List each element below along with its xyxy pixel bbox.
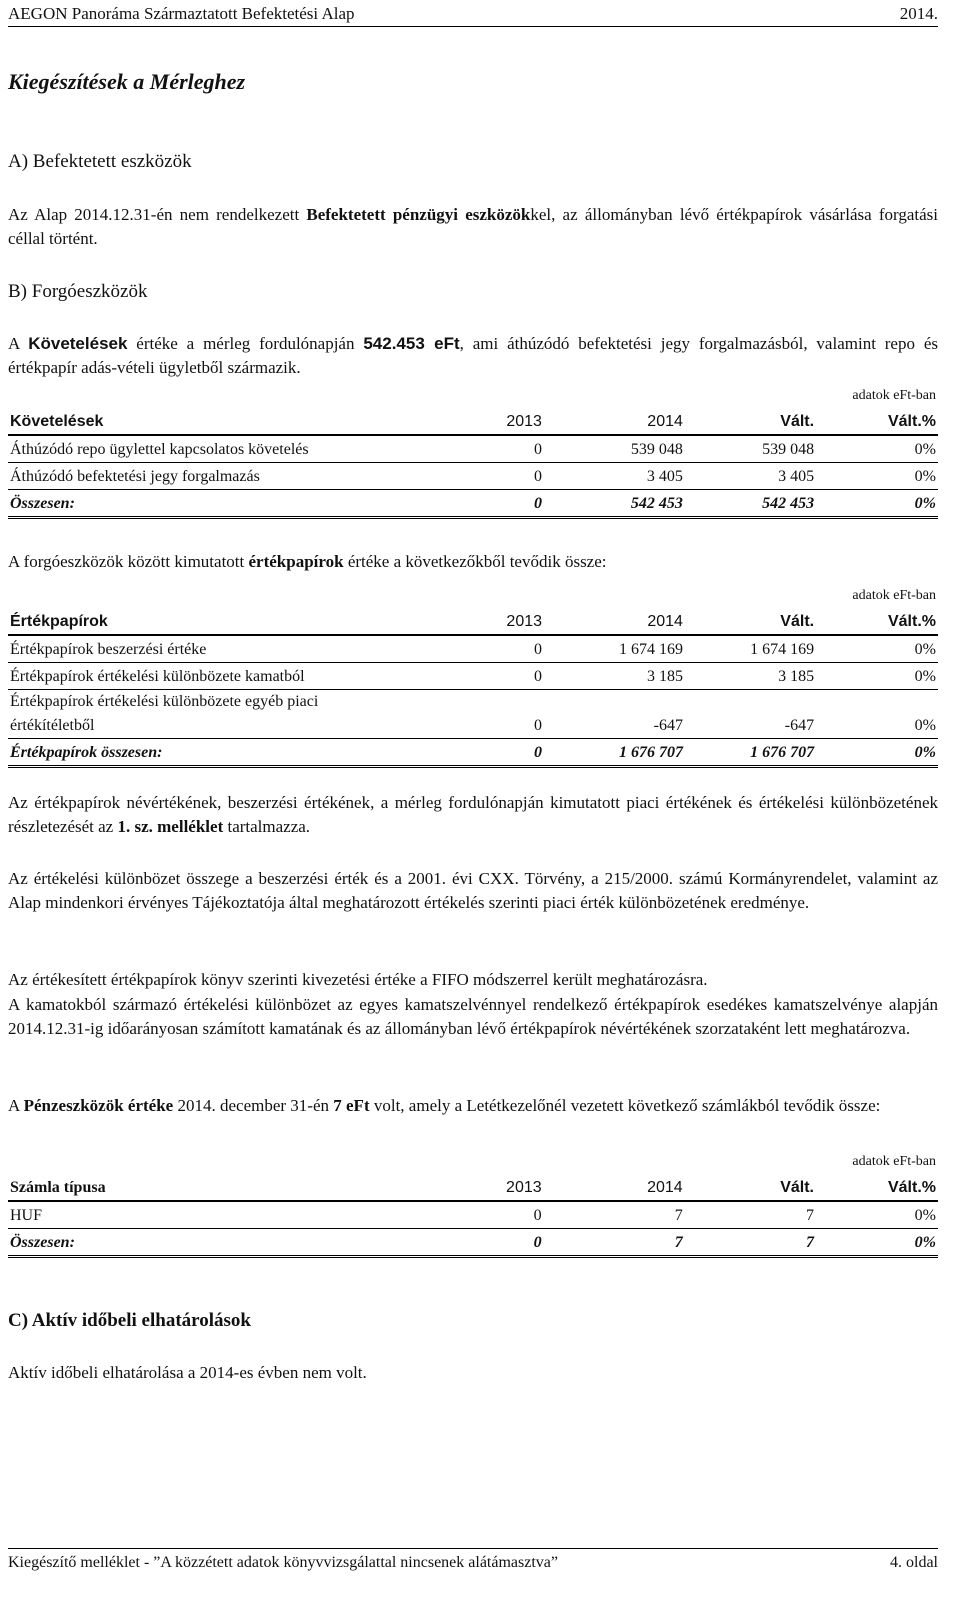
securities-intro-paragraph: A forgóeszközök között kimutatott értékpapírok értéke a következőkből tevődik össze: [8, 552, 607, 571]
interest-paragraph: A kamatokból származó értékelési különbözet az egyes kamatszelvénnyel rendelkező értékpapírok esedékes kamatszelvénye alapján 2014.12.31-ig időarányosan számított kamatának és az állományban lévő értékpapírok névértékének szorzataként lett meghatározva. [8, 995, 938, 1038]
section-b-heading: B) Forgóeszközök [8, 281, 148, 302]
page-title: Kiegészítések a Mérleghez [8, 69, 246, 94]
accounts-table [8, 1150, 938, 1258]
section-b-paragraph: A Követelések értéke a mérleg fordulónapján 542.453 eFt, ami áthúzódó befektetési jegy forgalmazásból, valamint repo és értékpapír adás-vételi ügyletből származik. [8, 334, 938, 377]
securities-table [8, 584, 938, 768]
header-year: 2014. [899, 4, 938, 23]
table-total-row: Értékpapírok összesen: 0 1 676 707 1 676 707 0% [8, 739, 938, 767]
table-unit-note: adatok eFt-ban [852, 388, 936, 403]
nominal-value-paragraph: Az értékpapírok névértékének, beszerzési értékének, a mérleg fordulónapján kimutatott piaci értékének és értékelési különbözetének részletezését az 1. sz. melléklet tartalmazza. [8, 793, 938, 836]
table-row: HUF 0 7 7 0% [8, 1201, 938, 1229]
table-total-row: Összesen: 0 542 453 542 453 0% [8, 490, 938, 518]
table-row: Értékpapírok értékelési különbözete egyéb piaci értékítéletből 0 -647 -647 0% [8, 690, 938, 739]
section-a-heading: A) Befektetett eszközök [8, 151, 192, 172]
table-row: Értékpapírok értékelési különbözete kamatból 0 3 185 3 185 0% [8, 663, 938, 690]
receivables-table [8, 384, 938, 519]
fifo-paragraph: Az értékesített értékpapírok könyv szerinti kivezetési értéke a FIFO módszerrel került meghatározásra. [8, 970, 708, 989]
footer-note: Kiegészítő melléklet - ”A közzétett adatok könyvvizsgálattal nincsenek alátámasztva” [8, 1554, 558, 1571]
section-a-paragraph: Az Alap 2014.12.31-én nem rendelkezett Befektetett pénzügyi eszközökkel, az állományban lévő értékpapírok vásárlása forgatási céllal történt. [8, 205, 938, 248]
table-unit-note: adatok eFt-ban [852, 1154, 936, 1169]
table-header-row: Értékpapírok 2013 2014 Vált. Vált.% [8, 608, 938, 635]
table-total-row: Összesen: 0 7 7 0% [8, 1229, 938, 1257]
table-header-row: Számla típusa 2013 2014 Vált. Vált.% [8, 1174, 938, 1201]
header-fund-name: AEGON Panoráma Származtatott Befektetési Alap [8, 4, 355, 23]
page-number: 4. oldal [890, 1554, 938, 1571]
table-unit-note: adatok eFt-ban [852, 588, 936, 603]
table-row: Értékpapírok beszerzési értéke 0 1 674 169 1 674 169 0% [8, 635, 938, 663]
section-c-paragraph: Aktív időbeli elhatárolása a 2014-es évben nem volt. [8, 1363, 367, 1382]
valuation-paragraph: Az értékelési különbözet összege a beszerzési érték és a 2001. évi CXX. Törvény, a 215/2000. számú Kormányrendelet, valamint az Alap mindenkori érvényes Tájékoztatója által meghatározott értékelés szerinti piaci érték különbözetének eredménye. [8, 869, 938, 912]
cash-paragraph: A Pénzeszközök értéke 2014. december 31-én 7 eFt volt, amely a Letétkezelőnél vezetett következő számlákból tevődik össze: [8, 1096, 881, 1115]
table-header-row: Követelések 2013 2014 Vált. Vált.% [8, 408, 938, 435]
section-c-heading: C) Aktív időbeli elhatárolások [8, 1310, 251, 1331]
page-header [8, 2, 938, 27]
page-footer [8, 1548, 938, 1575]
table-row: Áthúzódó befektetési jegy forgalmazás 0 3 405 3 405 0% [8, 463, 938, 490]
table-row: Áthúzódó repo ügylettel kapcsolatos követelés 0 539 048 539 048 0% [8, 435, 938, 463]
